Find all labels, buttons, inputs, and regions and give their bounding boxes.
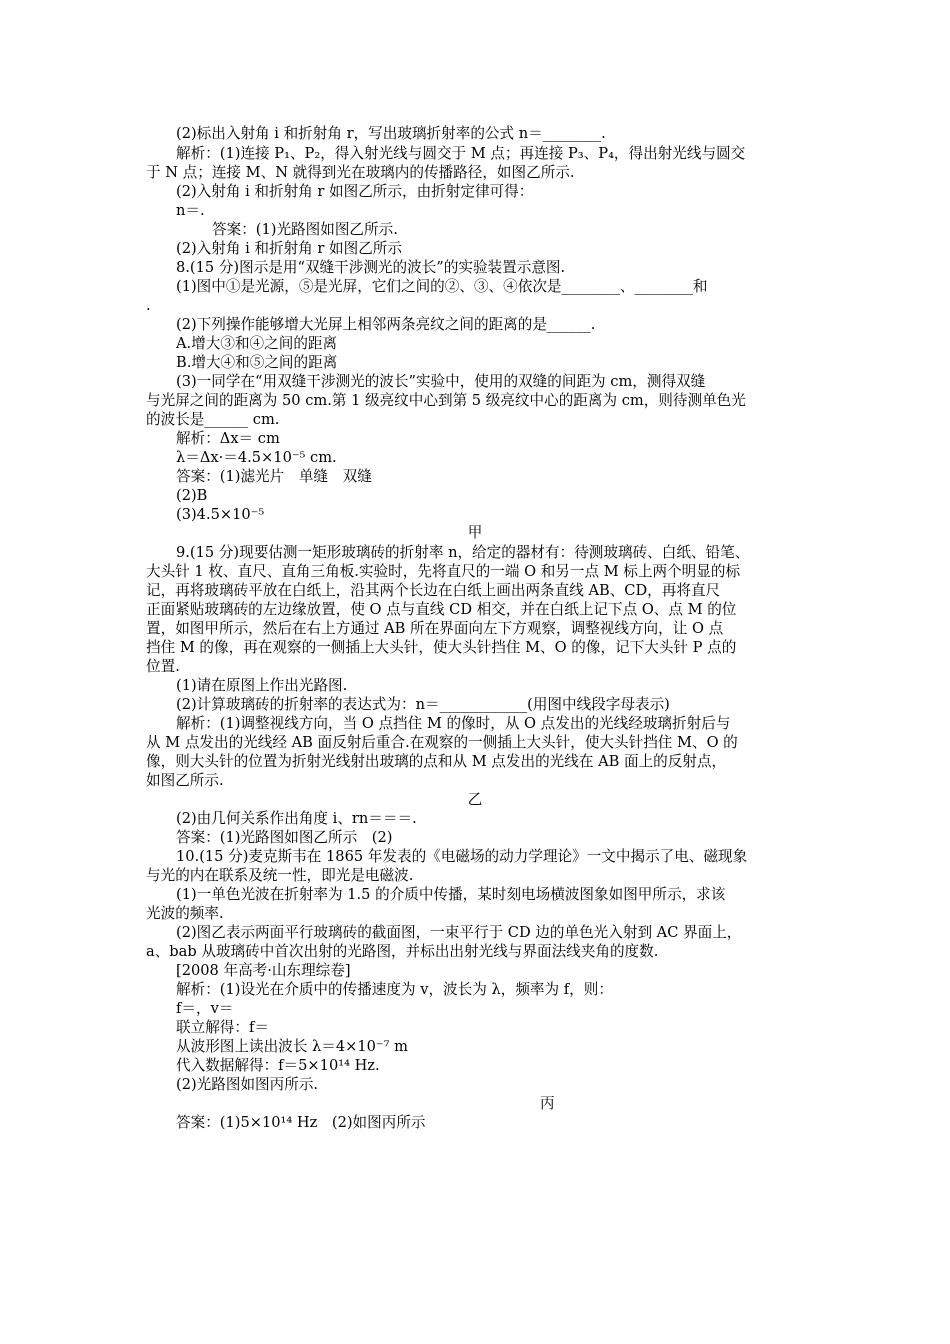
text-line: 联立解得：f＝ — [176, 1019, 269, 1036]
text-line: (2)光路图如图丙所示. — [176, 1076, 319, 1093]
text-line: 光波的频率. — [146, 905, 224, 922]
text-line: (2)入射角 i 和折射角 r 如图乙所示，由折射定律可得： — [176, 183, 534, 200]
text-line: 正面紧贴玻璃砖的左边缘放置，使 O 点与直线 CD 相交，并在白纸上记下点 O、点 M 的位 — [146, 601, 737, 618]
text-line: 于 N 点；连接 M、N 就得到光在玻璃内的传播路径，如图乙所示. — [146, 164, 575, 181]
text-line: (2)下列操作能够增大光屏上相邻两条亮纹之间的距离的是______. — [176, 316, 596, 333]
text-line: A.增大③和④之间的距离 — [176, 335, 338, 352]
text-line: 答案：(1)5×10¹⁴ Hz (2)如图丙所示 — [176, 1114, 426, 1131]
text-line: (3)4.5×10⁻⁵ — [176, 506, 265, 523]
text-line: 解析：(1)设光在介质中的传播速度为 v，波长为 λ，频率为 f，则： — [176, 981, 613, 998]
text-line: . — [146, 297, 151, 314]
text-line: 10.(15 分)麦克斯韦在 1865 年发表的《电磁场的动力学理论》一文中揭示了电、磁现象 — [176, 848, 748, 865]
text-line: (2)入射角 i 和折射角 r 如图乙所示 — [176, 240, 402, 257]
text-line: n＝. — [176, 202, 205, 219]
text-line: 从 M 点发出的光线经 AB 面反射后重合.在观察的一侧插上大头针，使大头针挡住 M、O 的 — [146, 734, 738, 751]
text-line: 大头针 1 枚、直尺、直角三角板.实验时，先将直尺的一端 O 和另一点 M 标上两个明显的标 — [146, 563, 741, 580]
text-line: 置，如图甲所示，然后在右上方通过 AB 所在界面向左下方观察，调整视线方向，让 O 点 — [146, 620, 724, 637]
figure-label: 乙 — [467, 791, 483, 808]
text-line: (2)标出入射角 i 和折射角 r，写出玻璃折射率的公式 n＝________. — [176, 125, 606, 142]
text-line: (1)图中①是光源，⑤是光屏，它们之间的②、③、④依次是________、________和 — [176, 278, 708, 295]
figure-label: 丙 — [540, 1095, 555, 1112]
text-line: (2)图乙表示两面平行玻璃砖的截面图，一束平行于 CD 边的单色光入射到 AC 界面上， — [176, 924, 742, 941]
text-line: (1)一单色光波在折射率为 1.5 的介质中传播，某时刻电场横波图象如图甲所示，求该 — [176, 886, 726, 903]
text-line: a、bab 从玻璃砖中首次出射的光路图，并标出出射光线与界面法线夹角的度数. — [146, 943, 659, 960]
text-line: 代入数据解得：f＝5×10¹⁴ Hz. — [176, 1057, 380, 1074]
text-line: 的波长是______ cm. — [146, 411, 280, 428]
text-line: [2008 年高考·山东理综卷] — [176, 962, 351, 979]
text-line: 答案：(1)光路图如图乙所示 (2) — [176, 829, 393, 846]
text-line: 挡住 M 的像，再在观察的一侧插上大头针，使大头针挡住 M、O 的像，记下大头针 P 点的 — [146, 639, 737, 656]
text-line: (2)由几何关系作出角度 i、rn＝＝＝. — [176, 810, 417, 827]
text-line: 解析：Δx＝ cm — [176, 430, 280, 447]
text-line: (1)请在原图上作出光路图. — [176, 677, 348, 694]
text-line: 从波形图上读出波长 λ＝4×10⁻⁷ m — [176, 1038, 408, 1055]
text-line: (3)一同学在“用双缝干涉测光的波长”实验中，使用的双缝的间距为 cm，测得双缝 — [176, 373, 706, 390]
text-line: 如图乙所示. — [146, 772, 224, 789]
text-line: B.增大④和⑤之间的距离 — [176, 354, 338, 371]
figure-label: 甲 — [467, 524, 483, 541]
text-line: (2)B — [176, 487, 208, 504]
text-line: 9.(15 分)现要估测一矩形玻璃砖的折射率 n，给定的器材有：待测玻璃砖、白纸、铅笔、 — [176, 544, 750, 561]
text-line: 解析：(1)调整视线方向，当 O 点挡住 M 的像时，从 O 点发出的光线经玻璃折射后与 — [176, 715, 731, 732]
text-line: f＝，v＝ — [176, 1000, 234, 1017]
text-line: (2)计算玻璃砖的折射率的表达式为：n＝____________(用图中线段字母表示) — [176, 696, 670, 713]
text-line: 记，再将玻璃砖平放在白纸上，沿其两个长边在白纸上画出两条直线 AB、CD，再将直尺 — [146, 582, 721, 599]
text-line: 像，则大头针的位置为折射光线射出玻璃的点和从 M 点发出的光线在 AB 面上的反射点， — [146, 753, 727, 770]
text-line: 与光屏之间的距离为 50 cm.第 1 级亮纹中心到第 5 级亮纹中心的距离为 cm，则待测单色光 — [146, 392, 746, 409]
text-line: 位置. — [146, 658, 180, 675]
text-line: 8.(15 分)图示是用“双缝干涉测光的波长”的实验装置示意图. — [176, 259, 566, 276]
text-line: 答案：(1)滤光片 单缝 双缝 — [176, 468, 372, 485]
text-line: 答案：(1)光路图如图乙所示. — [212, 221, 398, 238]
text-line: 解析：(1)连接 P₁、P₂，得入射光线与圆交于 M 点；再连接 P₃、P₄，得出射光线与圆交 — [176, 145, 746, 162]
text-line: 与光的内在联系及统一性，即光是电磁波. — [146, 867, 414, 884]
text-line: λ＝Δx·＝4.5×10⁻⁵ cm. — [176, 449, 337, 466]
